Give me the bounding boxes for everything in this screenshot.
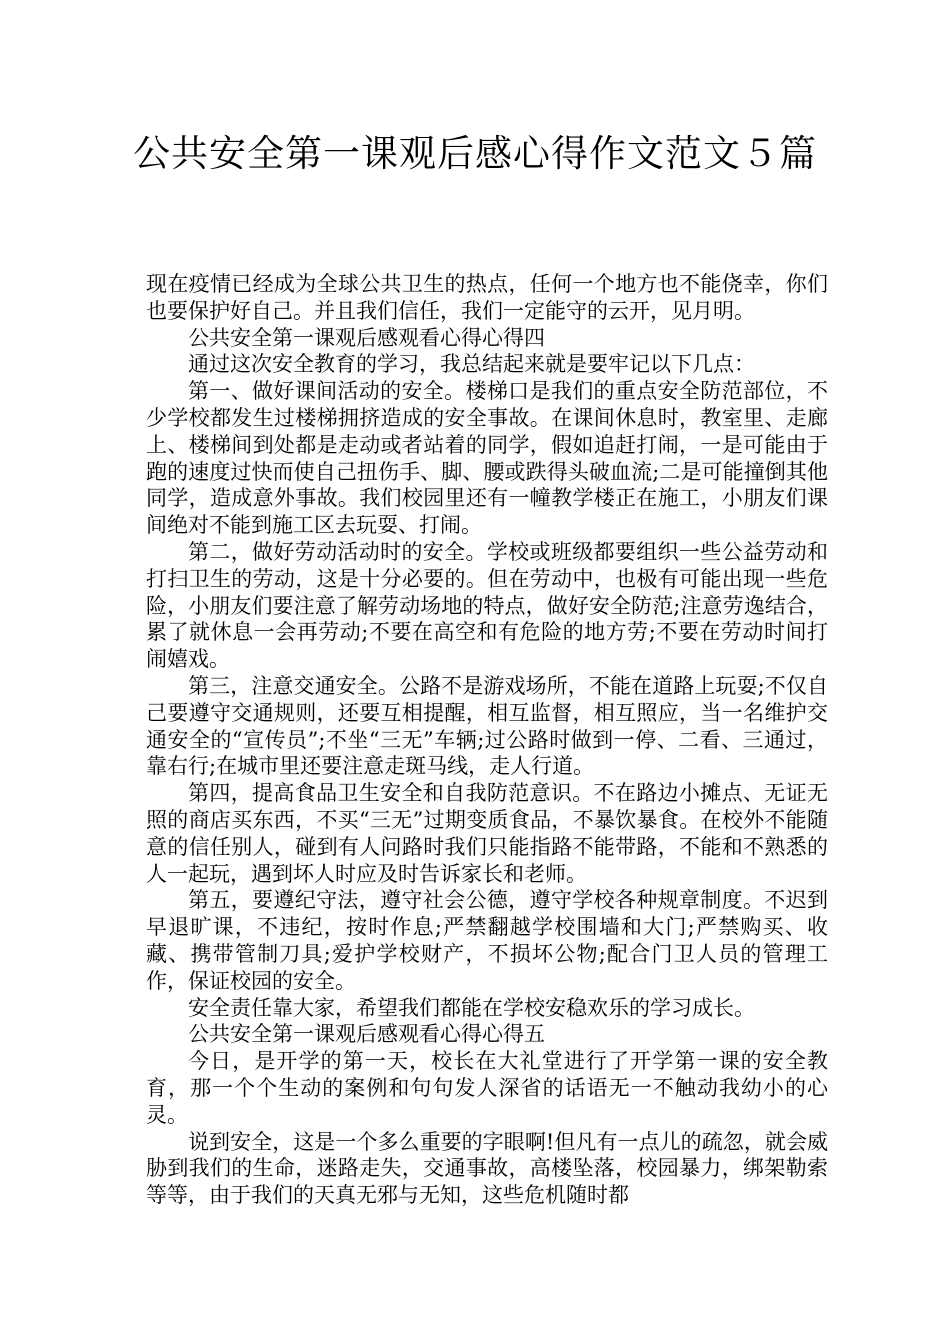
paragraph: 第五，要遵纪守法，遵守社会公德，遵守学校各种规章制度。不迟到早退旷课，不违纪，按时作息;严禁翻越学校围墙和大门;严禁购买、收藏、携带管制刀具;爱护学校财产，不损坏公物;配合门卫人员的管理工作，保证校园的安全。	[146, 888, 828, 993]
paragraph: 说到安全，这是一个多么重要的字眼啊!但凡有一点儿的疏忽，就会威胁到我们的生命，迷路走失，交通事故，高楼坠落，校园暴力，绑架勒索等等，由于我们的天真无邪与无知，这些危机随时都	[146, 1129, 828, 1208]
document-title: 公共安全第一课观后感心得作文范文５篇	[133, 132, 817, 175]
paragraph: 第二，做好劳动活动时的安全。学校或班级都要组织一些公益劳动和打扫卫生的劳动，这是十分必要的。但在劳动中，也极有可能出现一些危险，小朋友们要注意了解劳动场地的特点，做好安全防范;注意劳逸结合，累了就休息一会再劳动;不要在高空和有危险的地方劳;不要在劳动时间打闹嬉戏。	[146, 539, 828, 672]
paragraph: 通过这次安全教育的学习，我总结起来就是要牢记以下几点：	[188, 352, 755, 377]
paragraph: 第三，注意交通安全。公路不是游戏场所，不能在道路上玩耍;不仅自己要遵守交通规则，还要互相提醒，相互监督，相互照应，当一名维护交通安全的“宣传员”;不坐“三无”车辆;过公路时做到一停、二看、三通过，靠右行;在城市里还要注意走斑马线，走人行道。	[146, 673, 828, 779]
paragraph: 第四，提高食品卫生安全和自我防范意识。不在路边小摊点、无证无照的商店买东西，不买“三无”过期变质食品，不暴饮暴食。在校外不能随意的信任别人，碰到有人问路时我们只能指路不能带路，不能和不熟悉的人一起玩，遇到坏人时应及时告诉家长和老师。	[146, 781, 828, 886]
paragraph: 今日，是开学的第一天，校长在大礼堂进行了开学第一课的安全教育，那一个个生动的案例和句句发人深省的话语无一不触动我幼小的心灵。	[146, 1049, 828, 1127]
paragraph: 现在疫情已经成为全球公共卫生的热点，任何一个地方也不能侥幸，你们也要保护好自己。并且我们信任，我们一定能守的云开，见月明。	[146, 272, 828, 323]
section-heading: 公共安全第一课观后感观看心得心得四	[188, 325, 545, 350]
document-body	[146, 271, 828, 1209]
paragraph: 安全责任靠大家，希望我们都能在学校安稳欢乐的学习成长。	[188, 995, 755, 1020]
section-heading: 公共安全第一课观后感观看心得心得五	[188, 1022, 545, 1047]
paragraph: 第一、做好课间活动的安全。楼梯口是我们的重点安全防范部位，不少学校都发生过楼梯拥挤造成的安全事故。在课间休息时，教室里、走廊上、楼梯间到处都是走动或者站着的同学，假如追赶打闹，一是可能由于跑的速度过快而使自己扭伤手、脚、腰或跌得头破血流;二是可能撞倒其他同学，造成意外事故。我们校园里还有一幢教学楼正在施工，小朋友们课间绝对不能到施工区去玩耍、打闹。	[146, 379, 828, 538]
